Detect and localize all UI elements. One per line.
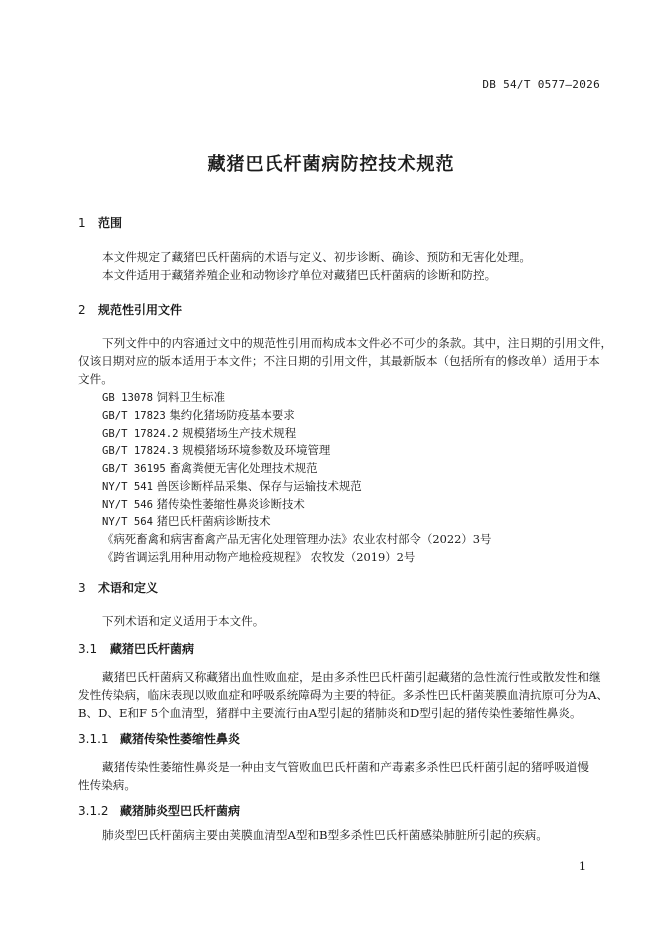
reference-code: NY/T 564 (102, 516, 154, 528)
section-2-heading (78, 301, 182, 318)
section-title: 范围 (98, 216, 123, 230)
paragraph-line: 藏猪传染性萎缩性鼻炎是一种由支气管败血巴氏杆菌和产毒素多杀性巴氏杆菌引起的猪呼吸道慢 (102, 760, 589, 774)
reference-name: 兽医诊断样品采集、保存与运输技术规范 (156, 479, 362, 493)
paragraph-line: 发性传染病，临床表现以败血症和呼吸系统障碍为主要的特征。多杀性巴氏杆菌荚膜血清抗原可分为A、 (78, 688, 609, 702)
reference-item (102, 389, 225, 405)
paragraph: 本文件规定了藏猪巴氏杆菌病的术语与定义、初步诊断、确诊、预防和无害化处理。 (102, 250, 531, 264)
page-number: 1 (579, 860, 586, 873)
term-title: 藏猪传染性萎缩性鼻炎 (120, 732, 241, 746)
reference-code: GB 13078 (102, 392, 154, 404)
section-number: 3 (78, 581, 86, 595)
reference-name: 猪传染性萎缩性鼻炎诊断技术 (156, 497, 305, 511)
section-1-heading (78, 214, 122, 231)
paragraph-line: 仅该日期对应的版本适用于本文件；不注日期的引用文件，其最新版本（包括所有的修改单）适用于本 (78, 354, 600, 368)
section-title: 规范性引用文件 (98, 303, 183, 317)
paragraph: 本文件适用于藏猪养殖企业和动物诊疗单位对藏猪巴氏杆菌病的诊断和防控。 (102, 268, 497, 282)
paragraph-line: 肺炎型巴氏杆菌病主要由荚膜血清型A型和B型多杀性巴氏杆菌感染肺脏所引起的疾病。 (102, 828, 548, 842)
term-title: 藏猪肺炎型巴氏杆菌病 (120, 804, 241, 818)
regulation-item: 《跨省调运乳用种用动物产地检疫规程》 农牧发（2019）2号 (102, 550, 416, 564)
term-number: 3.1.2 (78, 804, 109, 818)
paragraph-line: 藏猪巴氏杆菌病又称藏猪出血性败血症，是由多杀性巴氏杆菌引起藏猪的急性流行性或散发性和继 (102, 670, 601, 684)
reference-code: GB/T 17824.3 (102, 445, 179, 457)
paragraph-line: 文件。 (78, 372, 113, 386)
reference-item (102, 513, 271, 529)
reference-code: GB/T 17824.2 (102, 428, 179, 440)
reference-code: NY/T 541 (102, 481, 154, 493)
term-3-1-heading (78, 640, 194, 657)
document-title: 藏猪巴氏杆菌病防控技术规范 (207, 154, 455, 175)
reference-item (102, 460, 318, 476)
paragraph-line: B、D、E和F 5个血清型，猪群中主要流行由A型引起的猪肺炎和D型引起的猪传染性萎缩性鼻炎。 (78, 706, 582, 720)
section-number: 2 (78, 303, 86, 317)
reference-item (102, 442, 330, 458)
reference-name: 饲料卫生标准 (156, 390, 226, 404)
paragraph: 下列术语和定义适用于本文件。 (102, 614, 265, 628)
reference-name: 集约化猪场防疫基本要求 (169, 408, 295, 422)
regulation-item: 《病死畜禽和病害畜禽产品无害化处理管理办法》农业农村部令（2022）3号 (102, 532, 492, 546)
reference-item (102, 407, 295, 423)
reference-item (102, 425, 296, 441)
section-3-heading (78, 579, 158, 596)
reference-code: NY/T 546 (102, 499, 154, 511)
reference-name: 规模猪场生产技术规程 (182, 426, 297, 440)
reference-name: 畜禽粪便无害化处理技术规范 (169, 461, 318, 475)
term-number: 3.1 (78, 642, 98, 656)
term-number: 3.1.1 (78, 732, 109, 746)
reference-code: GB/T 36195 (102, 463, 166, 475)
reference-code: GB/T 17823 (102, 410, 166, 422)
term-3-1-2-heading (78, 802, 240, 819)
reference-item (102, 496, 305, 512)
paragraph-line: 性传染病。 (78, 778, 136, 792)
reference-name: 规模猪场环境参数及环境管理 (182, 443, 331, 457)
paragraph-line: 下列文件中的内容通过文中的规范性引用而构成本文件必不可少的条款。其中，注日期的引用文件， (102, 336, 613, 350)
document-number: DB 54/T 0577—2026 (482, 78, 600, 91)
section-title: 术语和定义 (98, 581, 159, 595)
term-3-1-1-heading (78, 730, 240, 747)
reference-item (102, 478, 362, 494)
term-title: 藏猪巴氏杆菌病 (110, 642, 195, 656)
section-number: 1 (78, 216, 86, 230)
reference-name: 猪巴氏杆菌病诊断技术 (156, 514, 271, 528)
